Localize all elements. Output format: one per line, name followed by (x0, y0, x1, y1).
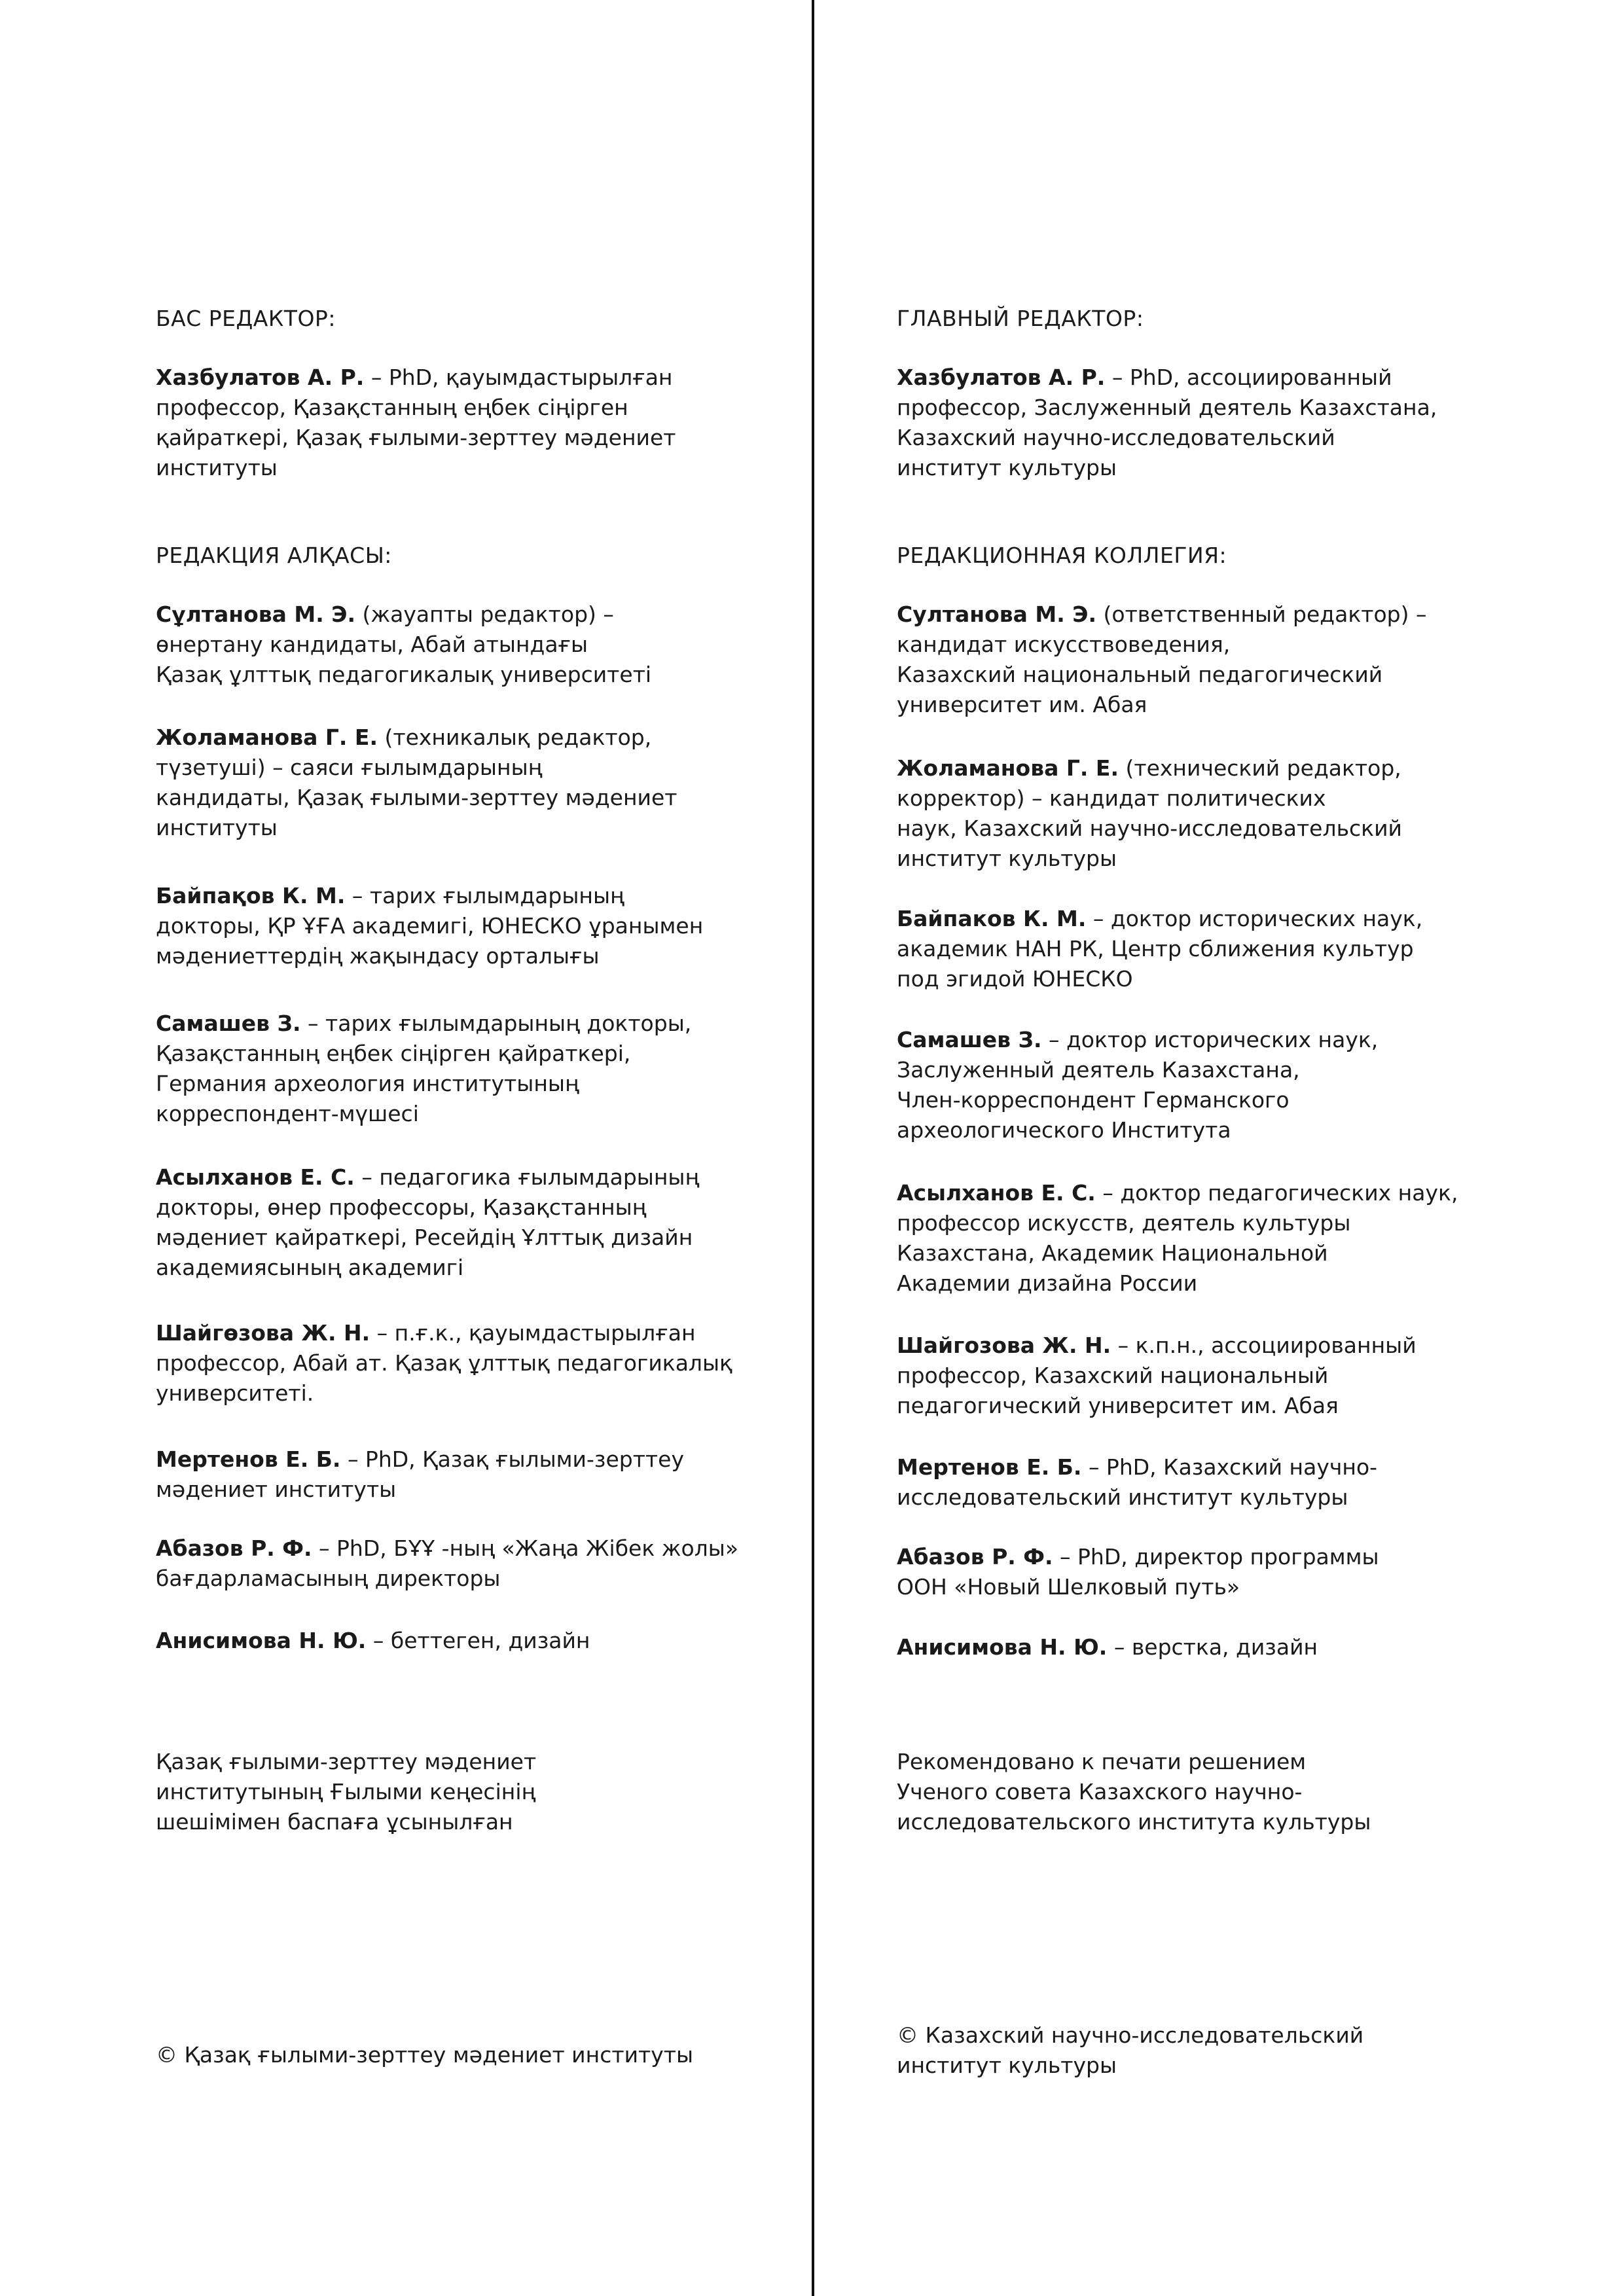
entry-text: университеті. (156, 1380, 314, 1406)
entry-text: қайраткері, Қазақ ғылыми-зерттеу мәдениет (156, 425, 676, 450)
entry-text: Член-корреспондент Германского (897, 1087, 1290, 1113)
entry-text: – доктор исторических наук, (1086, 906, 1423, 931)
board-member-entry-line (156, 1626, 810, 1656)
person-name: Самашев З. (156, 1011, 301, 1036)
person-name: Султанова М. Э. (897, 601, 1097, 627)
entry-text: – беттеген, дизайн (366, 1628, 590, 1653)
entry-text: корректор) – кандидат политических (897, 785, 1326, 811)
person-name: Хазбулатов А. Р. (156, 365, 365, 390)
board-member-entry-line (156, 723, 810, 753)
board-member-entry-line (897, 1452, 1551, 1482)
board-member-entry-line (156, 660, 810, 690)
board-member-entry-line (897, 630, 1551, 660)
entry-text: – PhD, ассоциированный (1105, 365, 1392, 390)
approval-note-line: институтының Ғылыми кеңесінің (156, 1779, 536, 1804)
board-member-entry-line (897, 1178, 1551, 1208)
chief-editor-entry-line (156, 363, 810, 393)
board-member-entry (156, 723, 810, 843)
entry-text: академиясының академигі (156, 1255, 464, 1280)
board-member-entry (156, 1534, 810, 1594)
copyright-note-line: © Қазақ ғылыми-зерттеу мәдениет институты (156, 2042, 694, 2068)
board-member-entry-line (156, 1099, 810, 1129)
board-member-entry-line (897, 934, 1551, 964)
entry-text: институты (156, 815, 278, 840)
entry-text: под эгидой ЮНЕСКО (897, 966, 1133, 992)
board-member-entry-line (156, 813, 810, 843)
board-member-entry-line (897, 660, 1551, 690)
board-member-entry-line (156, 1475, 810, 1505)
board-member-entry-line (897, 1268, 1551, 1299)
person-name: Мертенов Е. Б. (156, 1446, 341, 1472)
chief-editor-entry-line (897, 423, 1551, 453)
entry-text: Германия археология институтының (156, 1071, 579, 1096)
person-name: Жоламанова Г. Е. (156, 725, 378, 750)
board-member-entry-line (156, 600, 810, 630)
board-member-entry-line (897, 1391, 1551, 1421)
entry-text: университет им. Абая (897, 692, 1147, 717)
board-member-entry-line (897, 753, 1551, 783)
entry-text: – доктор педагогических наук, (1095, 1180, 1458, 1206)
entry-text: ООН «Новый Шелковый путь» (897, 1574, 1240, 1600)
entry-text: археологического Института (897, 1117, 1231, 1143)
person-name: Шайгөзова Ж. Н. (156, 1320, 370, 1346)
board-member-entry-line (156, 783, 810, 813)
board-member-entry (897, 1632, 1551, 1662)
entry-text: – верстка, дизайн (1107, 1634, 1318, 1660)
entry-text: мәдениеттердің жақындасу орталығы (156, 943, 600, 969)
entry-text: мәдениет институты (156, 1477, 397, 1502)
entry-text: профессор, Қазақстанның еңбек сіңірген (156, 395, 628, 420)
board-member-entry-line (897, 1055, 1551, 1085)
entry-text: исследовательский институт культуры (897, 1484, 1348, 1510)
person-name: Жоламанова Г. Е. (897, 755, 1119, 781)
board-member-entry (897, 1178, 1551, 1299)
entry-text: (техникалық редактор, (378, 725, 652, 750)
entry-text: – тарих ғылымдарының докторы, (300, 1011, 692, 1036)
board-member-entry (897, 600, 1551, 720)
board-member-entry-line (156, 1069, 810, 1099)
approval-note-line: Қазақ ғылыми-зерттеу мәдениет (156, 1749, 537, 1774)
entry-text: педагогический университет им. Абая (897, 1393, 1339, 1418)
board-member-entry (156, 1009, 810, 1129)
chief-editor-entry (156, 363, 810, 483)
entry-text: профессор, Абай ат. Қазақ ұлттық педагогикалық (156, 1350, 732, 1376)
entry-text: институт культуры (897, 846, 1117, 871)
board-member-entry-line (897, 1115, 1551, 1145)
person-name: Шайгозова Ж. Н. (897, 1333, 1111, 1358)
approval-note (897, 1747, 1551, 1837)
board-member-entry-line (156, 1444, 810, 1475)
entry-text: кандидаты, Қазақ ғылыми-зерттеу мәдениет (156, 785, 677, 810)
approval-note-line: шешімімен баспаға ұсынылған (156, 1809, 513, 1835)
board-member-entry-line (156, 911, 810, 941)
entry-text: – к.п.н., ассоциированный (1111, 1333, 1416, 1358)
board-member-entry-line (156, 1193, 810, 1223)
person-name: Сұлтанова М. Э. (156, 601, 356, 627)
person-name: Самашев З. (897, 1027, 1042, 1052)
copyright-note (897, 2020, 1551, 2081)
board-member-entry-line (156, 1564, 810, 1594)
chief-editor-entry (897, 363, 1551, 483)
entry-text: – PhD, БҰҰ -ның «Жаңа Жібек жолы» (312, 1535, 739, 1561)
entry-text: – PhD, Казахский научно- (1081, 1454, 1378, 1480)
entry-text: – PhD, қауымдастырылған (364, 365, 673, 390)
copyright-note (156, 2040, 810, 2070)
approval-note-line: Ученого совета Казахского научно- (897, 1779, 1303, 1804)
chief-editor-entry-line (156, 453, 810, 483)
board-member-entry-line (897, 1238, 1551, 1268)
chief-editor-entry-line (156, 393, 810, 423)
person-name: Асылханов Е. С. (897, 1180, 1096, 1206)
entry-text: Қазақ ұлттық педагогикалық университеті (156, 662, 652, 687)
entry-text: докторы, өнер профессоры, Қазақстанның (156, 1194, 647, 1220)
entry-text: профессор, Казахский национальный (897, 1363, 1329, 1388)
board-member-entry (156, 1318, 810, 1408)
board-member-entry-line (897, 1025, 1551, 1055)
board-member-entry-line (156, 1223, 810, 1253)
board-member-entry (897, 1452, 1551, 1513)
entry-text: Заслуженный деятель Казахстана, (897, 1057, 1300, 1083)
board-member-entry-line (156, 630, 810, 660)
entry-text: мәдениет қайраткері, Ресейдің Ұлттық дизайн (156, 1225, 693, 1250)
board-member-entry-line (897, 783, 1551, 814)
board-member-entry-line (897, 600, 1551, 630)
board-member-entry-line (897, 1542, 1551, 1572)
entry-text: Қазақстанның еңбек сіңірген қайраткері, (156, 1041, 631, 1066)
entry-text: – п.ғ.к., қауымдастырылған (370, 1320, 696, 1346)
board-member-entry (156, 881, 810, 971)
board-member-entry-line (897, 904, 1551, 934)
board-member-entry-line (897, 1331, 1551, 1361)
entry-text: түзетуші) – саяси ғылымдарының (156, 755, 543, 780)
person-name: Абазов Р. Ф. (897, 1544, 1053, 1570)
copyright-note-line: институт культуры (897, 2053, 1117, 2078)
board-member-entry-line (897, 1572, 1551, 1602)
board-member-entry (897, 1331, 1551, 1421)
board-member-entry-line (897, 964, 1551, 994)
entry-text: наук, Казахский научно-исследовательский (897, 816, 1402, 841)
board-member-entry-line (156, 1009, 810, 1039)
board-member-entry-line (897, 844, 1551, 874)
entry-text: корреспондент-мүшесі (156, 1101, 419, 1126)
board-member-entry (156, 1626, 810, 1656)
board-member-entry-line (156, 941, 810, 971)
entry-text: (технический редактор, (1119, 755, 1401, 781)
entry-text: бағдарламасының директоры (156, 1566, 501, 1591)
entry-text: Казахский научно-исследовательский (897, 425, 1335, 450)
entry-text: профессор искусств, деятель культуры (897, 1210, 1351, 1236)
person-name: Хазбулатов А. Р. (897, 365, 1106, 390)
board-member-entry (156, 1444, 810, 1505)
person-name: Анисимова Н. Ю. (156, 1628, 367, 1653)
person-name: Абазов Р. Ф. (156, 1535, 312, 1561)
board-member-entry-line (897, 1632, 1551, 1662)
editorial-board-heading: РЕДАКЦИЯ АЛҚАСЫ: (156, 543, 392, 568)
board-member-entry-line (897, 1085, 1551, 1115)
person-name: Анисимова Н. Ю. (897, 1634, 1108, 1660)
chief-editor-heading: ГЛАВНЫЙ РЕДАКТОР: (897, 306, 1144, 331)
copyright-note-line: © Казахский научно-исследовательский (897, 2022, 1364, 2048)
entry-text: (ответственный редактор) – (1096, 601, 1427, 627)
column-divider (812, 0, 814, 2296)
entry-text: институт культуры (897, 455, 1117, 480)
entry-text: профессор, Заслуженный деятель Казахстана, (897, 395, 1437, 420)
entry-text: кандидат искусствоведения, (897, 632, 1231, 657)
board-member-entry-line (156, 1039, 810, 1069)
board-member-entry-line (897, 1361, 1551, 1391)
board-member-entry-line (897, 1208, 1551, 1238)
board-member-entry-line (156, 1318, 810, 1348)
chief-editor-entry-line (897, 363, 1551, 393)
board-member-entry (897, 904, 1551, 994)
board-member-entry-line (156, 1162, 810, 1193)
chief-editor-entry-line (156, 423, 810, 453)
board-member-entry-line (156, 1534, 810, 1564)
board-member-entry-line (156, 1253, 810, 1283)
board-member-entry-line (156, 1378, 810, 1408)
entry-text: Казахский национальный педагогический (897, 662, 1383, 687)
board-member-entry-line (156, 753, 810, 783)
board-member-entry-line (897, 1482, 1551, 1513)
entry-text: – PhD, директор программы (1053, 1544, 1379, 1570)
entry-text: институты (156, 455, 278, 480)
person-name: Байпақов К. М. (156, 883, 346, 908)
entry-text: докторы, ҚР ҰҒА академигі, ЮНЕСКО ұранымен (156, 913, 704, 939)
board-member-entry (156, 1162, 810, 1283)
entry-text: Академии дизайна России (897, 1270, 1198, 1296)
chief-editor-entry-line (897, 453, 1551, 483)
entry-text: Казахстана, Академик Национальной (897, 1240, 1328, 1266)
board-member-entry-line (156, 881, 810, 911)
person-name: Байпаков К. М. (897, 906, 1087, 931)
board-member-entry-line (156, 1348, 810, 1378)
entry-text: – тарих ғылымдарының (345, 883, 624, 908)
board-member-entry-line (897, 690, 1551, 720)
entry-text: академик НАН РК, Центр сближения культур (897, 936, 1414, 961)
entry-text: (жауапты редактор) – (355, 601, 614, 627)
approval-note (156, 1747, 810, 1837)
editorial-board-heading: РЕДАКЦИОННАЯ КОЛЛЕГИЯ: (897, 543, 1227, 568)
entry-text: өнертану кандидаты, Абай атындағы (156, 632, 588, 657)
chief-editor-entry-line (897, 393, 1551, 423)
approval-note-line: исследовательского института культуры (897, 1809, 1371, 1835)
person-name: Асылханов Е. С. (156, 1164, 355, 1190)
board-member-entry (156, 600, 810, 690)
person-name: Мертенов Е. Б. (897, 1454, 1082, 1480)
entry-text: – PhD, Қазақ ғылыми-зерттеу (340, 1446, 684, 1472)
chief-editor-heading: БАС РЕДАКТОР: (156, 306, 336, 331)
board-member-entry (897, 1542, 1551, 1602)
approval-note-line: Рекомендовано к печати решением (897, 1749, 1307, 1774)
entry-text: – педагогика ғылымдарының (354, 1164, 700, 1190)
entry-text: – доктор исторических наук, (1041, 1027, 1379, 1052)
board-member-entry (897, 753, 1551, 874)
board-member-entry (897, 1025, 1551, 1145)
board-member-entry-line (897, 814, 1551, 844)
